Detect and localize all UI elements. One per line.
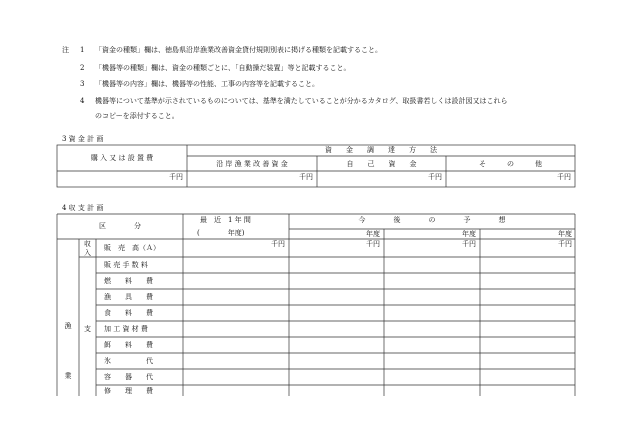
unit-label: 千円 [169,173,183,181]
expense-row-label: 修 理 費 [104,387,153,395]
purchase-cost-header: 購 入 又 は 設 置 費 [90,154,154,162]
fishery-group-label: 漁 [64,322,72,330]
note-text: 機器等について基準が示されているものについては、基準を満たしていることが分かるカタログ、取扱書若しくは設計図又はこれら [95,97,508,105]
income-label: 収入 [84,240,91,257]
notes-label: 注 [62,46,69,54]
note-text: 「機器等の種類」欄は、資金の種類ごとに、「自動操だ装置」等と記載すること。 [95,64,351,72]
note-text: 「資金の種類」欄は、徳島県沿岸漁業改善資金貸付規則別表に掲げる種類を記載すること。 [95,46,382,54]
expense-row-label: 加 工 資 材 費 [104,325,148,333]
year-label: 年度 [366,230,380,238]
coastal-fund-header: 沿 岸 漁 業 改 善 資 金 [216,160,288,168]
unit-label: 千円 [299,173,313,181]
expense-row-label: 氷 代 [104,357,153,365]
expense-label: 支 [84,325,91,333]
year-label: 年度 [558,230,572,238]
expense-row-label: 販 売 手 数 料 [104,261,148,269]
funding-method-header: 資 金 調 達 方 法 [325,146,437,154]
category-header: 区 分 [99,222,141,230]
year-label: 年度 [462,230,476,238]
recent-year-header: 最 近 1 年 間 [200,216,251,224]
own-fund-header: 自 己 資 金 [346,160,417,168]
fishery-group-label: 業 [64,372,72,380]
expense-row-label: 漁 具 費 [104,293,153,301]
note-number: 4 [80,97,85,105]
note-text: のコピーを添付すること。 [95,112,179,120]
expense-row-label: 燃 料 費 [104,277,153,285]
unit-label: 千円 [462,240,476,248]
section3-title: 3 資 金 計 画 [62,135,104,143]
unit-label: 千円 [366,240,380,248]
unit-label: 千円 [428,173,442,181]
section4-title: 4 収 支 計 画 [62,204,104,212]
note-number: 2 [80,64,85,72]
sales-row-label: 販 売 高（Ａ） [104,244,160,252]
future-forecast-header: 今 後 の 予 想 [358,216,506,224]
note-number: 1 [80,46,85,54]
recent-year-paren: ( 年度) [197,229,245,237]
note-text: 「機器等の内容」欄は、機器等の性能、工事の内容等を記載すること。 [95,80,319,88]
other-fund-header: そ の 他 [479,160,542,168]
unit-label: 千円 [558,240,572,248]
expense-row-label: 餌 料 費 [104,341,153,349]
unit-label: 千円 [271,240,285,248]
expense-row-label: 容 器 代 [104,373,153,381]
note-number: 3 [80,80,85,88]
unit-label: 千円 [557,173,571,181]
expense-row-label: 食 料 費 [104,309,153,317]
